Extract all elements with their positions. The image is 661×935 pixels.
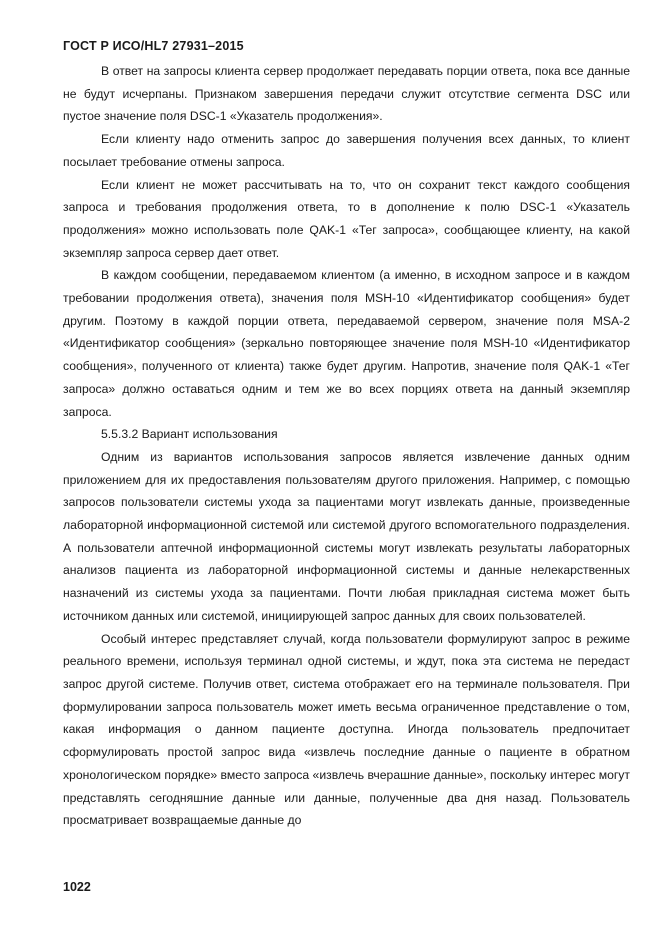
standard-header: ГОСТ Р ИСО/HL7 27931–2015 [63,39,244,53]
section-heading: 5.5.3.2 Вариант использования [101,427,278,442]
paragraph: Если клиенту надо отменить запрос до завершения получения всех данных, то клиент посылает требование отмены запроса. [63,132,630,169]
body-text [63,60,630,832]
paragraph: Особый интерес представляет случай, когда пользователи формулируют запрос в режиме реального времени, используя терминал одной системы, и ждут, пока эта система не передаст запрос другой системе. Получив ответ, система отображает его на терминале пользователя. При формулировании запроса пользователь может иметь весьма ограниченное представление о том, какая информация о данном пациенте доступна. Иногда пользователь предпочитает сформулировать простой запрос вида «извлечь последние данные о пациенте в обратном хронологическом порядке» вместо запроса «извлечь вчерашние данные», поскольку интерес могут представлять сегодняшние данные или данные, полученные два дня назад. Пользователь просматривает возвращаемые данные до [63,631,630,828]
paragraph: Если клиент не может рассчитывать на то, что он сохранит текст каждого сообщения запроса и требования продолжения ответа, то в дополнение к полю DSC-1 «Указатель продолжения» можно использовать поле QAK-1 «Тег запроса», сообщающее клиенту, на какой экземпляр запроса сервер дает ответ. [63,177,630,260]
page-number: 1022 [63,880,91,894]
paragraph: В каждом сообщении, передаваемом клиентом (а именно, в исходном запросе и в каждом требовании продолжения ответа), значения поля MSH-10 «Идентификатор сообщения» будет другим. Поэтому в каждой порции ответа, передаваемой сервером, значение поля MSA-2 «Идентификатор сообщения» (зеркально повторяющее значение поля MSH-10 «Идентификатор сообщения», полученного от клиента) также будет другим. Напротив, значение поля QAK-1 «Тег запроса» должно оставаться одним и тем же во всех порциях ответа на данный экземпляр запроса. [63,268,630,419]
paragraph: Одним из вариантов использования запросов является извлечение данных одним приложением для их предоставления пользователям другого приложения. Например, с помощью запросов пользователи системы ухода за пациентами могут извлекать данные, произведенные лабораторной информационной системой или системой другого вспомогательного подразделения. А пользователи аптечной информационной системы могут извлекать результаты лабораторных анализов пациента из лабораторной информационной системы и данные нелекарственных назначений из системы ухода за пациентами. Почти любая прикладная система может быть источником данных или системой, инициирующей запрос данных для своих пользователей. [63,449,630,623]
paragraph: В ответ на запросы клиента сервер продолжает передавать порции ответа, пока все данные не будут исчерпаны. Признаком завершения передачи служит отсутствие сегмента DSC или пустое значение поля DSC-1 «Указатель продолжения». [63,64,630,124]
